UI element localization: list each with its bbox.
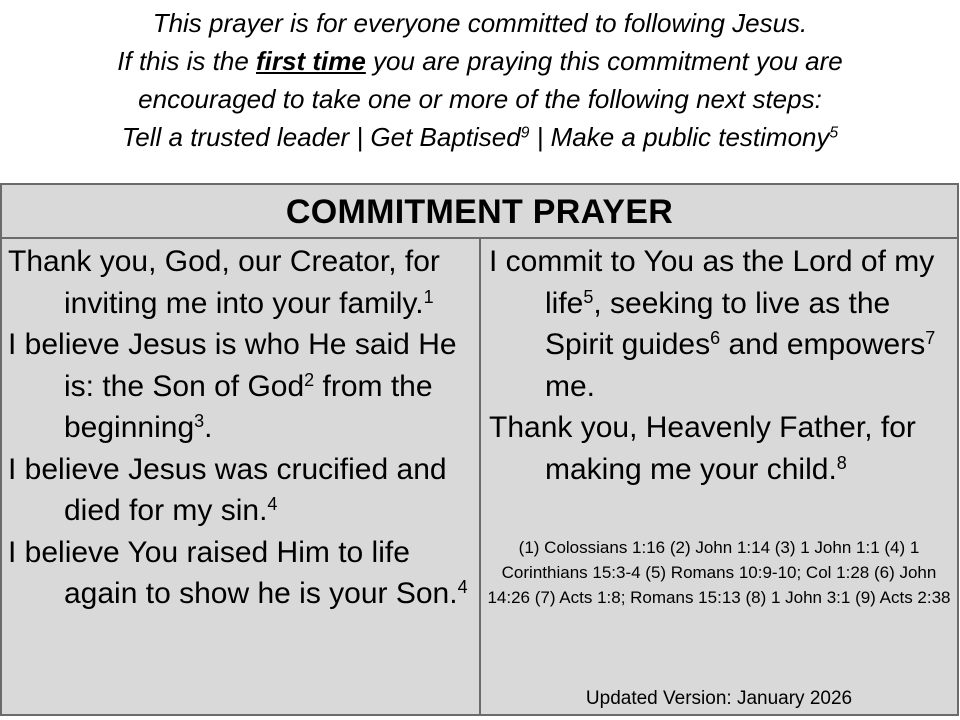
next-steps-line — [0, 118, 960, 156]
prayer-statement — [8, 532, 471, 615]
footnote-ref: 6 — [710, 328, 721, 349]
statement-text: , seeking to live as the Spirit guides — [545, 286, 891, 361]
statement-text: Thank you, God, our Creator, for inviting me into your family. — [8, 245, 440, 320]
prayer-statement — [489, 407, 951, 490]
footnote-ref: 5 — [583, 286, 594, 307]
prayer-right-column — [481, 239, 957, 714]
first-time-emphasis: first time — [256, 46, 366, 76]
intro-text — [0, 4, 960, 156]
next-steps-b: | Make a public testimony — [529, 122, 830, 152]
statement-text: I believe You raised Him to life again to show he is your Son. — [8, 535, 458, 610]
footnote-ref: 1 — [423, 286, 434, 307]
panel-title: COMMITMENT PRAYER — [2, 185, 957, 239]
prayer-left-column — [2, 239, 481, 714]
scripture-references: (1) Colossians 1:16 (2) John 1:14 (3) 1 John 1:1 (4) 1 Corinthians 15:3-4 (5) Romans 10:9-10; Col 1:28 (6) John 14:26 (7) Acts 1:8; Romans 15:13 (8) 1 John 3:1 (9) Acts 2:38 — [487, 538, 951, 607]
intro-line-2-start: If this is the — [117, 46, 257, 76]
intro-line-2 — [0, 42, 960, 80]
footnote-ref: 4 — [267, 494, 278, 515]
footnote-ref: 4 — [457, 577, 468, 598]
footnote-ref: 5 — [829, 124, 839, 142]
prayer-statement — [8, 241, 471, 324]
intro-line-3: encouraged to take one or more of the following next steps: — [138, 84, 822, 114]
prayer-columns — [2, 239, 957, 714]
statement-text: I believe Jesus was crucified and died for my sin. — [8, 452, 447, 527]
statement-text: me. — [545, 369, 596, 403]
statement-text: Thank you, Heavenly Father, for making me your child. — [489, 411, 916, 486]
statement-text: I commit to You as the Lord of my life — [489, 245, 935, 320]
statement-text: I believe Jesus is who He said He is: the Son of God — [8, 328, 457, 403]
version-note: Updated Version: January 2026 — [585, 688, 853, 709]
footnote-ref: 2 — [304, 369, 315, 390]
next-steps-a: Tell a trusted leader | Get Baptised — [121, 122, 521, 152]
intro-line-1: This prayer is for everyone committed to following Jesus. — [152, 8, 808, 38]
footnote-ref: 9 — [520, 124, 530, 142]
footnote-ref: 8 — [836, 452, 847, 473]
prayer-statement — [8, 449, 471, 532]
commitment-prayer-panel — [0, 183, 959, 716]
statement-text: and empowers — [720, 328, 926, 361]
footnote-ref: 7 — [925, 328, 936, 349]
statement-text: from the beginning — [64, 369, 433, 444]
prayer-statement — [8, 324, 471, 449]
intro-line-2-end: you are praying this commitment you are — [365, 46, 843, 76]
prayer-statement — [489, 241, 951, 407]
statement-text: . — [204, 411, 213, 444]
footnote-ref: 3 — [194, 411, 205, 432]
